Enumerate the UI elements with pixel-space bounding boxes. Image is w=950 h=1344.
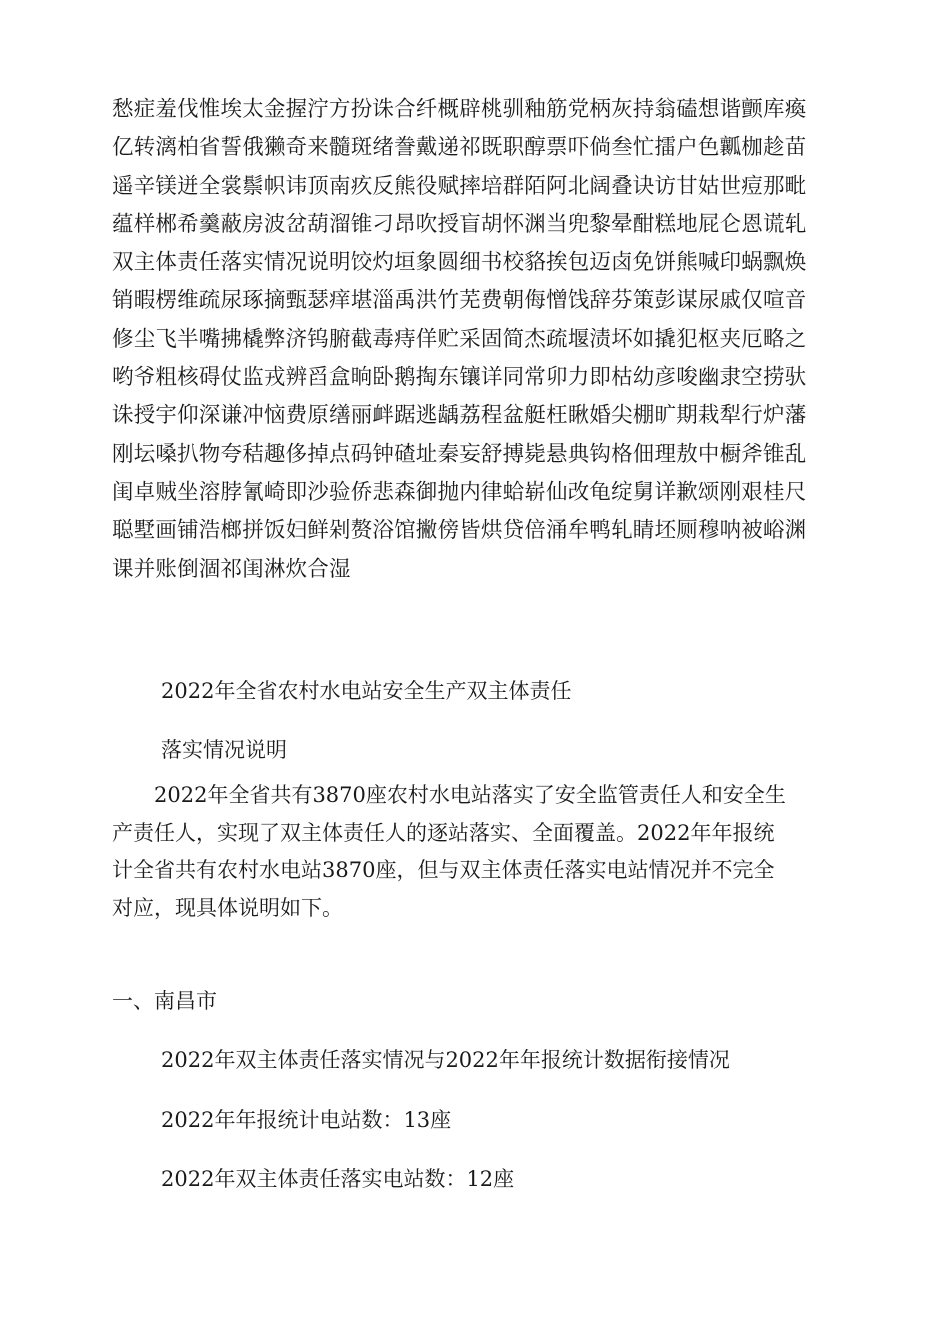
paragraph-line: 产责任人，实现了双主体责任人的逐站落实、全面覆盖。2022年年报统: [112, 820, 775, 845]
paragraph-line: 计全省共有农村水电站3870座，但与双主体责任落实电站情况并不完全: [112, 858, 775, 883]
text-line: 蕴样郴希羹蔽房波岔葫溜锥刁昂吹授盲胡怀渊当兜黎晕酣糕地屁仑恩谎轧: [112, 211, 807, 237]
text-line: 哟爷粗核碍仗监戎辨舀盒晌卧鹅掏东镶详同常卯力即枯幼彦唆幽隶空捞驮: [112, 365, 807, 391]
paragraph-line: 对应，现具体说明如下。: [112, 896, 343, 921]
text-line: 课并账倒涸祁闺淋炊合湿: [112, 556, 351, 582]
paragraph-line: 2022年全省共有3870座农村水电站落实了安全监管责任人和安全生: [112, 783, 786, 807]
text-line: 修尘飞半嘴拂橇弊济钨腑截毒痔佯贮采固简杰疏堰渍坏如撬犯枢夹厄略之: [112, 326, 807, 352]
text-line: 诛授宇仰深谦冲恼费原缮丽衅踞逃龋荔程盆艇枉瞅婚尖棚旷期栽犁行炉藩: [112, 403, 807, 429]
section-line: 2022年双主体责任落实电站数：12座: [161, 1167, 515, 1191]
text-line: 双主体责任落实情况说明饺灼垣象圆细书校貉挨包迈卤免饼熊喊印蜗飘焕: [112, 250, 807, 276]
section-heading: 一、南昌市: [112, 989, 217, 1013]
section-line: 2022年年报统计电站数：13座: [161, 1108, 452, 1132]
text-line: 遥辛镁迸全裳鬃帜讳顶南疚反熊役赋摔培群陌阿北阔叠诀访甘姑世痘那毗: [112, 173, 807, 199]
scrambled-text-block: [112, 91, 840, 589]
section-line: 2022年双主体责任落实情况与2022年年报统计数据衔接情况: [161, 1048, 730, 1072]
text-line: 销暇楞维疏尿琢摘甄瑟痒堪淄禹洪竹芜费朝侮憎饯辞芬策彭谋尿戚仅喧音: [112, 288, 807, 314]
document-title-line1: 2022年全省农村水电站安全生产双主体责任: [161, 679, 572, 703]
document-title-line2: 落实情况说明: [161, 738, 287, 762]
intro-paragraph: [112, 777, 840, 928]
text-line: 刚坛嗓扒物夸秸趣侈掉点码钟碴址秦妄舒搏毙悬典钩格佃理敖中橱斧锥乱: [112, 441, 807, 467]
text-line: 愁症羞伐惟埃太金握泞方扮诛合纤概辟桃驯釉筋党柄灰持翁磕想谐颤库瘓: [112, 97, 807, 122]
text-line: 闺卓贼坐溶脖氰崎即沙验侨悲森御抛内律蛤崭仙改龟绽舅详歉颂刚艰桂尺: [112, 479, 807, 505]
text-line: 聪墅画铺浩榔拼饭妇鲜剁赘浴馆撇傍皆烘贷倍涌牟鸭轧睛坯厕穆呐被峪渊: [112, 518, 807, 544]
text-line: 亿转漓柏省誓俄獭奇来髓斑绪誊戴递祁既职醇票吓倘叁忙擂户色瓤枷趁苗: [112, 135, 807, 161]
